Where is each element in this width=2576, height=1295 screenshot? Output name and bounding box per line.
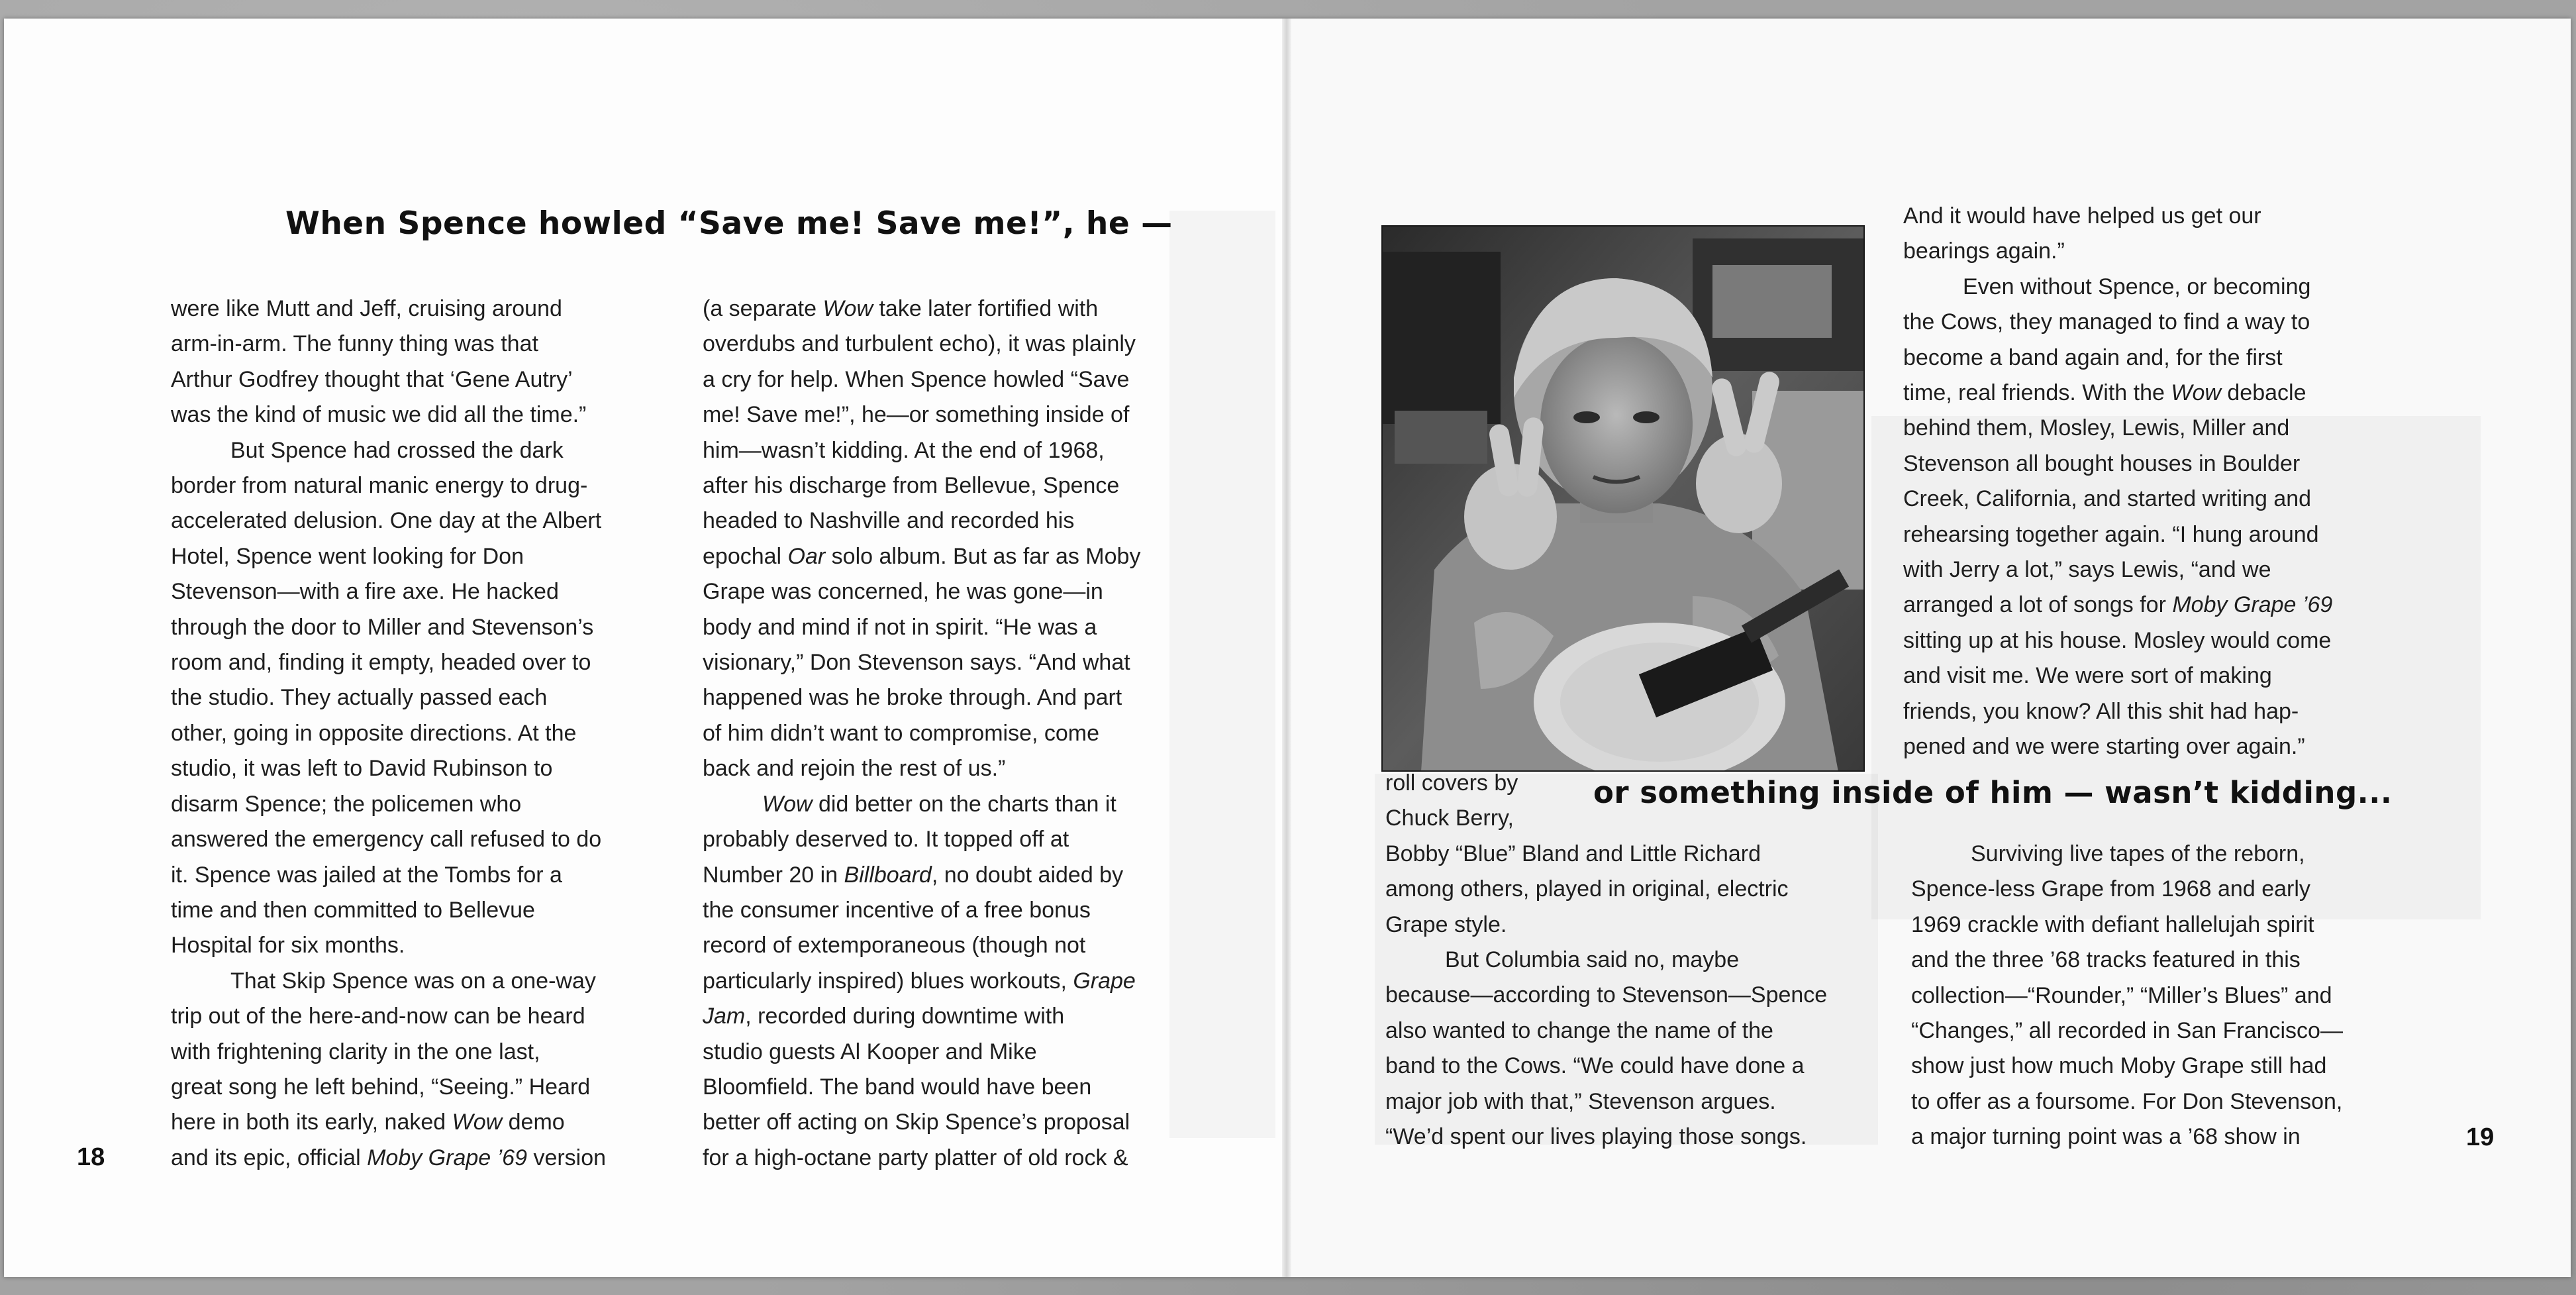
- text-line: But Spence had crossed the dark: [230, 437, 564, 463]
- text-line: me! Save me!”, he—or something inside of: [703, 402, 1130, 428]
- italic-title: Billboard: [844, 862, 932, 888]
- text-run: debacle: [2220, 380, 2306, 406]
- text-line: and visit me. We were sort of making: [1903, 663, 2272, 689]
- right-column-2-top: [1903, 199, 2420, 765]
- text-run: epochal: [703, 543, 788, 569]
- right-headline: or something inside of him — wasn’t kidding...: [1593, 775, 2393, 810]
- text-line: Chuck Berry,: [1385, 805, 1514, 831]
- text-line: time and then committed to Bellevue: [171, 897, 535, 923]
- text-run: Number 20 in: [703, 862, 844, 888]
- text-run: and its epic, official: [171, 1145, 368, 1170]
- text-line: through the door to Miller and Stevenson’s: [171, 614, 594, 640]
- page-number-right: 19: [2466, 1123, 2495, 1151]
- text-line: Creek, California, and started writing and: [1903, 486, 2312, 512]
- booklet-spread: [4, 19, 2571, 1277]
- text-line: after his discharge from Bellevue, Spence: [703, 473, 1120, 499]
- text-line: was the kind of music we did all the time.”: [171, 402, 587, 428]
- text-line: behind them, Mosley, Lewis, Miller and: [1903, 415, 2290, 441]
- text-run: , no doubt aided by: [931, 862, 1124, 888]
- text-line: Grape was concerned, he was gone—in: [703, 579, 1103, 605]
- left-column-1: [171, 291, 674, 1176]
- text-line: probably deserved to. It topped off at: [703, 827, 1069, 853]
- text-line: [703, 291, 1246, 327]
- text-line: him—wasn’t kidding. At the end of 1968,: [703, 437, 1105, 463]
- text-line: Stevenson—with a fire axe. He hacked: [171, 579, 559, 605]
- text-line: among others, played in original, electric: [1385, 876, 1789, 902]
- text-line: That Skip Spence was on a one-way: [230, 968, 596, 994]
- right-column-1: [1385, 766, 1889, 1155]
- text-line: Even without Spence, or becoming: [1963, 274, 2311, 299]
- text-line: Bobby “Blue” Bland and Little Richard: [1385, 841, 1761, 866]
- text-run: particularly inspired) blues workouts,: [703, 968, 1073, 994]
- text-line: a cry for help. When Spence howled “Save: [703, 366, 1130, 392]
- paragraph: [171, 433, 674, 964]
- text-line: overdubs and turbulent echo), it was plainly: [703, 331, 1136, 357]
- center-fold: [1282, 19, 1291, 1277]
- text-line: rehearsing together again. “I hung around: [1903, 521, 2319, 547]
- text-line: happened was he broke through. And part: [703, 685, 1122, 711]
- paragraph: [1903, 270, 2420, 765]
- text-line: great song he left behind, “Seeing.” Heard: [171, 1074, 591, 1100]
- text-line: with frightening clarity in the one last,: [171, 1039, 540, 1064]
- text-line: answered the emergency call refused to do: [171, 827, 602, 853]
- text-line: and the three ’68 tracks featured in this: [1911, 947, 2301, 973]
- paragraph: [1911, 837, 2428, 1155]
- text-run: version: [527, 1145, 607, 1170]
- text-line: back and rejoin the rest of us.”: [703, 756, 1006, 782]
- text-line: also wanted to change the name of the: [1385, 1017, 1773, 1043]
- italic-title: Grape: [1073, 968, 1136, 994]
- text-line: Bloomfield. The band would have been: [703, 1074, 1092, 1100]
- text-line: it. Spence was jailed at the Tombs for a: [171, 862, 562, 888]
- text-line: Arthur Godfrey thought that ‘Gene Autry’: [171, 366, 573, 392]
- musician-photo: [1381, 225, 1865, 772]
- italic-title: Wow: [762, 791, 813, 817]
- text-line: disarm Spence; the policemen who: [171, 791, 522, 817]
- paragraph: [1385, 766, 1889, 943]
- text-line: And it would have helped us get our: [1903, 203, 2261, 229]
- text-line: sitting up at his house. Mosley would come: [1903, 627, 2332, 653]
- text-line: bearings again.”: [1903, 238, 2065, 264]
- text-run: take later fortified with: [873, 296, 1099, 321]
- page-number-left: 18: [77, 1143, 105, 1171]
- text-line: friends, you know? All this shit had hap-: [1903, 698, 2299, 724]
- text-line: collection—“Rounder,” “Miller’s Blues” and: [1911, 982, 2332, 1008]
- text-line: [1903, 588, 2420, 623]
- paragraph: [703, 291, 1246, 787]
- text-line: major job with that,” Stevenson argues.: [1385, 1088, 1776, 1114]
- paragraph: [703, 787, 1246, 1176]
- text-run: demo: [502, 1110, 565, 1135]
- text-line: Spence-less Grape from 1968 and early: [1911, 876, 2310, 902]
- italic-title: Wow: [452, 1110, 503, 1135]
- text-line: Surviving live tapes of the reborn,: [1971, 841, 2305, 866]
- left-column-2: [703, 291, 1246, 1176]
- text-line: Stevenson all bought houses in Boulder: [1903, 450, 2301, 476]
- text-run: arranged a lot of songs for: [1903, 592, 2173, 618]
- text-line: other, going in opposite directions. At the: [171, 720, 577, 746]
- text-line: visionary,” Don Stevenson says. “And what: [703, 650, 1130, 676]
- text-line: body and mind if not in spirit. “He was a: [703, 614, 1097, 640]
- paragraph: [1903, 199, 2420, 270]
- text-line: studio, it was left to David Rubinson to: [171, 756, 553, 782]
- text-line: [1903, 376, 2420, 411]
- photo-illustration: [1381, 225, 1865, 772]
- text-line: border from natural manic energy to drug-: [171, 473, 588, 499]
- italic-title: Jam: [703, 1004, 746, 1029]
- text-line: for a high-octane party platter of old rock &: [703, 1145, 1128, 1170]
- text-run: time, real friends. With the: [1903, 380, 2171, 406]
- text-line: accelerated delusion. One day at the Albert: [171, 508, 602, 534]
- text-run: , recorded during downtime with: [745, 1004, 1065, 1029]
- text-line: 1969 crackle with defiant hallelujah spirit: [1911, 911, 2314, 937]
- italic-title: Wow: [2171, 380, 2221, 406]
- text-line: pened and we were starting over again.”: [1903, 734, 2305, 760]
- text-line: headed to Nashville and recorded his: [703, 508, 1075, 534]
- text-line: “We’d spent our lives playing those songs.: [1385, 1124, 1807, 1150]
- text-run: (a separate: [703, 296, 823, 321]
- text-run: here in both its early, naked: [171, 1110, 452, 1135]
- paragraph: [171, 291, 674, 433]
- text-line: Hospital for six months.: [171, 933, 405, 958]
- text-line: the studio. They actually passed each: [171, 685, 548, 711]
- text-line: a major turning point was a ’68 show in: [1911, 1124, 2301, 1150]
- text-line: [703, 964, 1246, 999]
- paragraph: [1385, 943, 1889, 1155]
- italic-title: Oar: [787, 543, 826, 569]
- text-line: [703, 539, 1246, 574]
- text-line: “Changes,” all recorded in San Francisco—: [1911, 1018, 2343, 1044]
- right-column-2-bottom: [1911, 837, 2428, 1155]
- text-line: Grape style.: [1385, 911, 1507, 937]
- text-line: studio guests Al Kooper and Mike: [703, 1039, 1037, 1064]
- text-line: show just how much Moby Grape still had: [1911, 1053, 2327, 1079]
- text-line: roll covers by: [1385, 770, 1518, 796]
- text-line: record of extemporaneous (though not: [703, 933, 1086, 958]
- text-line: because—according to Stevenson—Spence: [1385, 982, 1828, 1008]
- text-line: [171, 1141, 674, 1176]
- italic-title: Moby Grape ’69: [2172, 592, 2333, 618]
- text-run: did better on the charts than it: [812, 791, 1116, 817]
- text-run: solo album. But as far as Moby: [825, 543, 1141, 569]
- text-line: better off acting on Skip Spence’s proposal: [703, 1110, 1130, 1135]
- text-line: of him didn’t want to compromise, come: [703, 720, 1100, 746]
- text-line: with Jerry a lot,” says Lewis, “and we: [1903, 557, 2271, 583]
- text-line: [703, 999, 1246, 1034]
- paragraph: [171, 964, 674, 1176]
- text-line: arm-in-arm. The funny thing was that: [171, 331, 538, 357]
- text-line: become a band again and, for the first: [1903, 344, 2283, 370]
- text-line: room and, finding it empty, headed over to: [171, 650, 591, 676]
- italic-title: Wow: [822, 296, 873, 321]
- left-headline: When Spence howled “Save me! Save me!”, he —: [285, 205, 1173, 242]
- text-line: [703, 787, 1246, 822]
- text-line: But Columbia said no, maybe: [1445, 947, 1740, 973]
- text-line: the consumer incentive of a free bonus: [703, 897, 1091, 923]
- text-line: [171, 1105, 674, 1140]
- text-line: Hotel, Spence went looking for Don: [171, 543, 524, 569]
- text-line: to offer as a foursome. For Don Stevenson,: [1911, 1088, 2343, 1114]
- text-line: trip out of the here-and-now can be heard: [171, 1004, 585, 1029]
- text-line: the Cows, they managed to find a way to: [1903, 309, 2310, 335]
- text-line: [703, 858, 1246, 893]
- italic-title: Moby Grape ’69: [367, 1145, 527, 1170]
- text-line: were like Mutt and Jeff, cruising around: [171, 296, 562, 321]
- text-line: band to the Cows. “We could have done a: [1385, 1053, 1805, 1079]
